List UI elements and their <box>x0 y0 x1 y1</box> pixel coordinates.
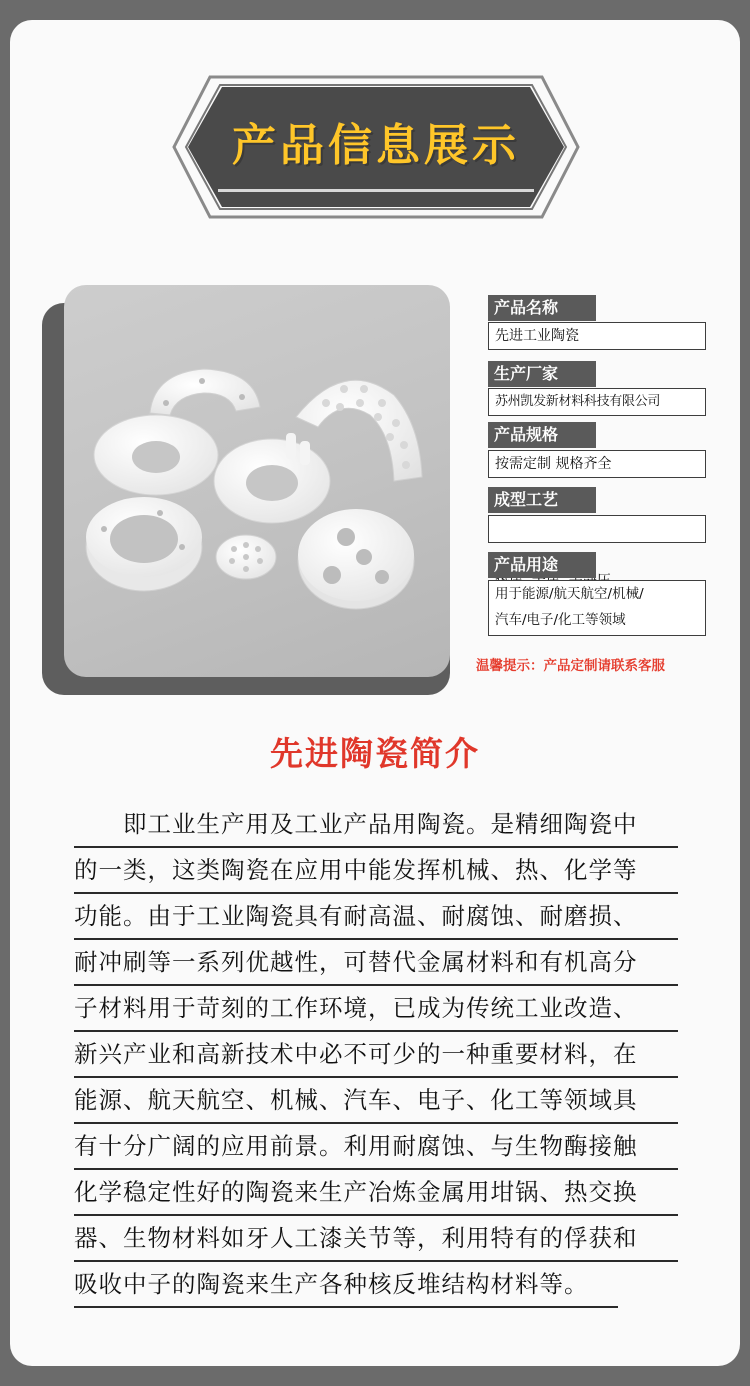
field-value <box>488 580 706 636</box>
ceramic-parts-illustration <box>64 285 450 677</box>
product-photo <box>64 285 450 677</box>
intro-line: 器、生物材料如牙人工漆关节等，利用特有的俘获和 <box>74 1216 678 1262</box>
intro-line: 化学稳定性好的陶瓷来生产冶炼金属用坩锅、热交换 <box>74 1170 678 1216</box>
intro-line: 新兴产业和高新技术中必不可少的一种重要材料，在 <box>74 1032 678 1078</box>
intro-line: 的一类，这类陶瓷在应用中能发挥机械、热、化学等 <box>74 848 678 894</box>
field-value <box>488 515 706 543</box>
intro-line: 能源、航天航空、机械、汽车、电子、化工等领域具 <box>74 1078 678 1124</box>
intro-line: 吸收中子的陶瓷来生产各种核反堆结构材料等。 <box>74 1262 618 1308</box>
banner-title: 产品信息展示 <box>232 120 520 171</box>
intro-line: 子材料用于苛刻的工作环境，已成为传统工业改造、 <box>74 986 678 1032</box>
customization-tip: 温馨提示：产品定制请联系客服 <box>476 658 665 674</box>
section-banner <box>172 75 580 227</box>
field-value-line: 用于能源/航天航空/机械/ <box>495 586 644 602</box>
intro-line: 有十分广阔的应用前景。利用耐腐蚀、与生物酶接触 <box>74 1124 678 1170</box>
intro-line: 耐冲刷等一系列优越性，可替代金属材料和有机高分 <box>74 940 678 986</box>
field-value-line: 苏州凯发新材料科技有限公司 <box>495 394 661 409</box>
field-value-line: 先进工业陶瓷 <box>495 328 579 344</box>
field-value <box>488 322 706 350</box>
field-value-line: 按需定制 规格齐全 <box>495 456 612 472</box>
field-label: 产品名称 <box>488 295 596 321</box>
field-label: 生产厂家 <box>488 361 596 387</box>
field-value <box>488 388 706 416</box>
field-label: 产品用途 <box>488 552 596 578</box>
field-label: 产品规格 <box>488 422 596 448</box>
field-value-line: 汽车/电子/化工等领域 <box>495 612 626 628</box>
intro-line: 即工业生产用及工业产品用陶瓷。是精细陶瓷中 <box>74 802 678 848</box>
intro-line: 功能。由于工业陶瓷具有耐高温、耐腐蚀、耐磨损、 <box>74 894 678 940</box>
field-label: 成型工艺 <box>488 487 596 513</box>
field-value <box>488 450 706 478</box>
intro-title: 先进陶瓷简介 <box>270 734 480 773</box>
